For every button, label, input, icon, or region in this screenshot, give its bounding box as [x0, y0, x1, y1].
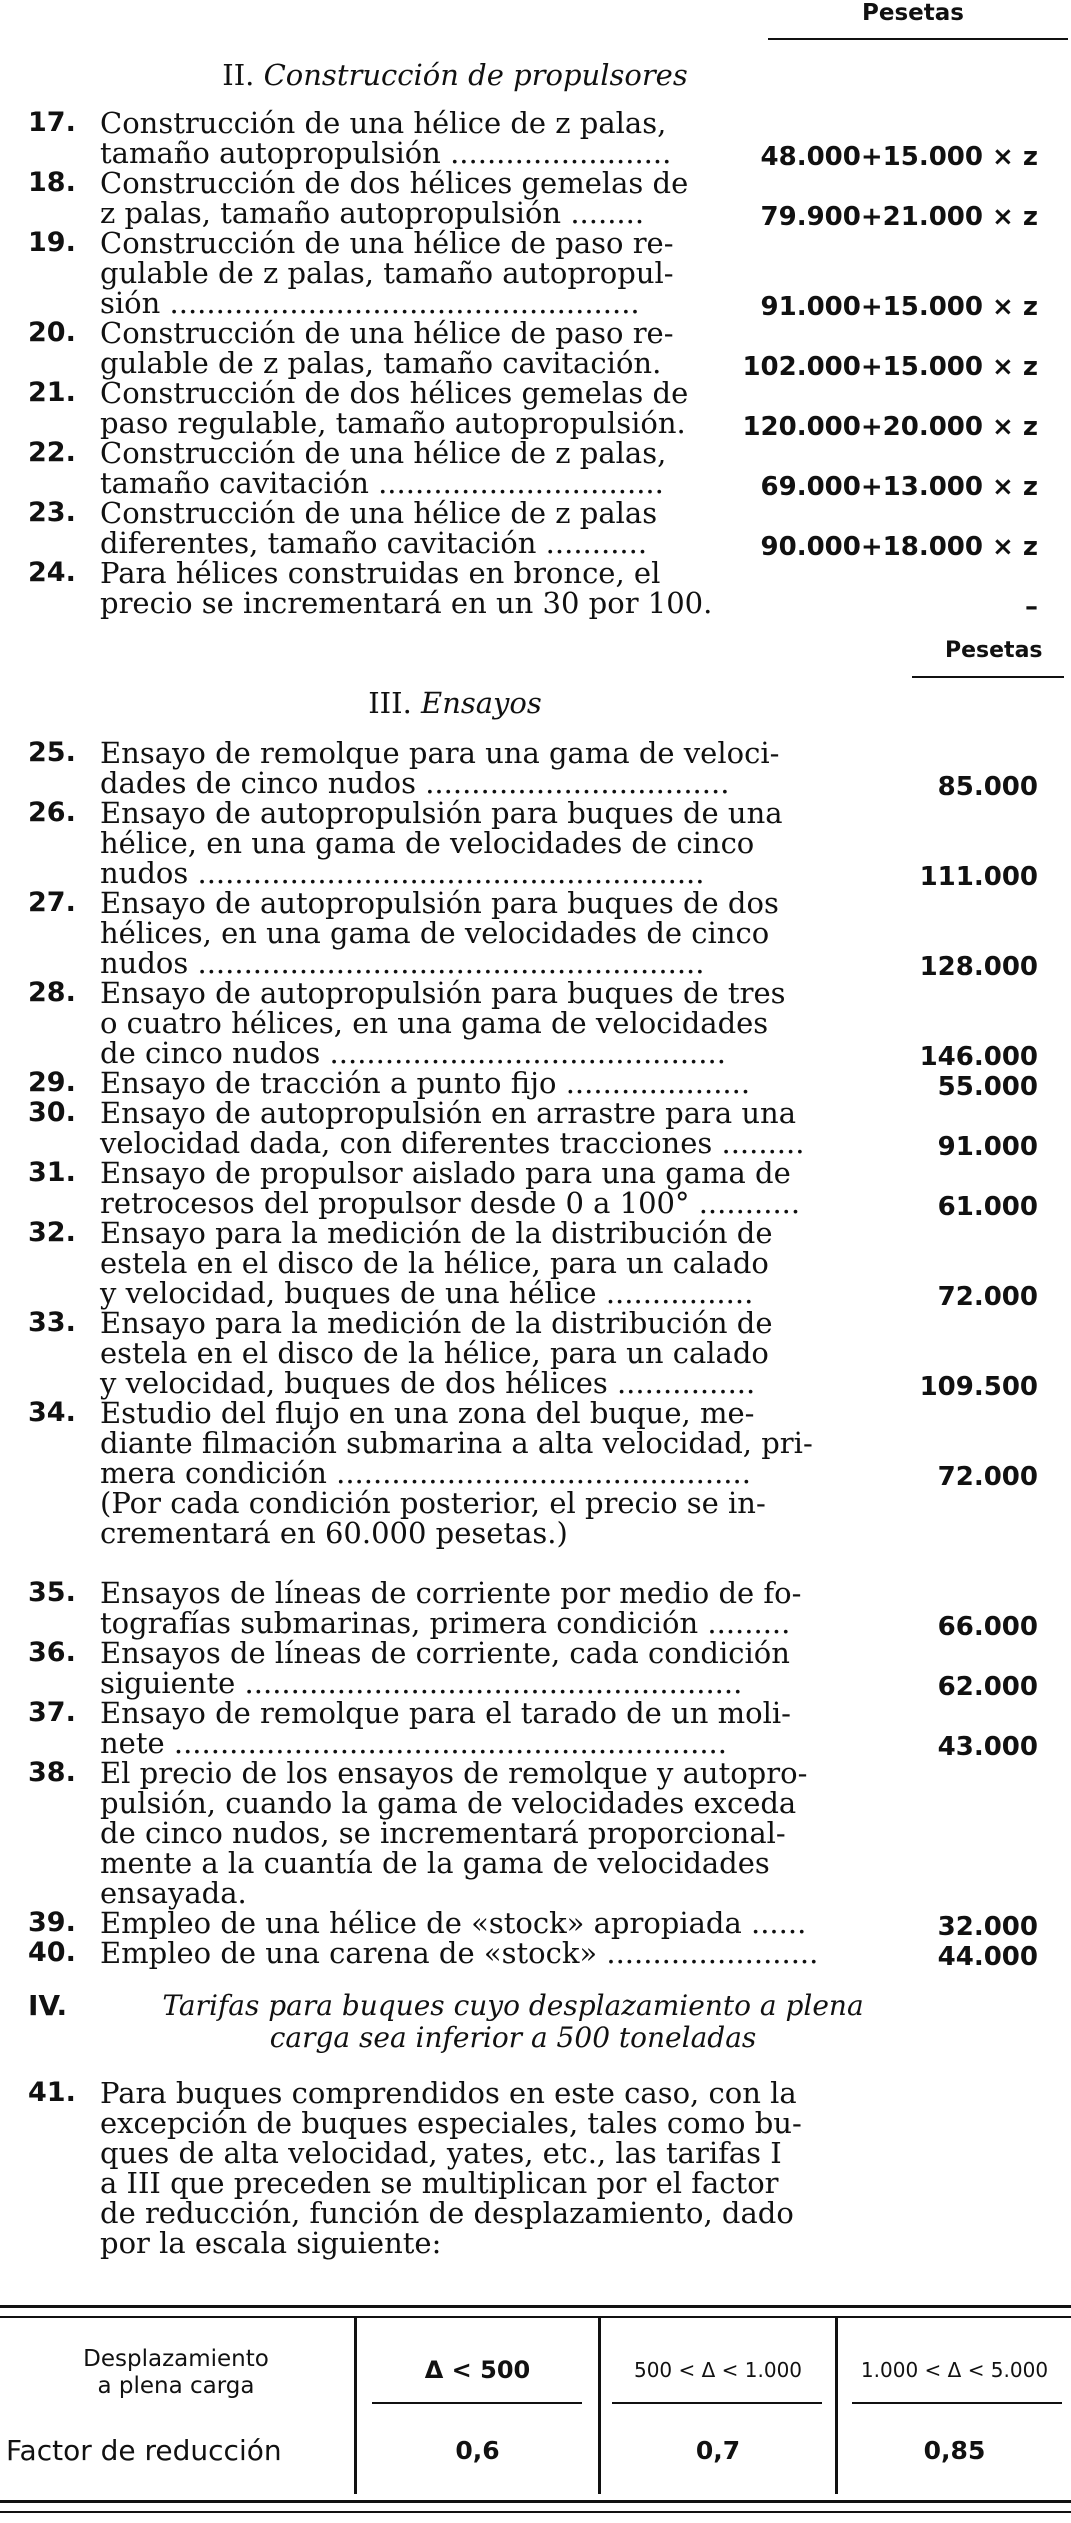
label-line: Desplazamiento: [83, 2346, 269, 2372]
item-text-line: mente a la cuantía de la gama de velocidades: [100, 1846, 770, 1880]
item-text-line: o cuatro hélices, en una gama de velocidades: [100, 1006, 769, 1040]
range-header: 500 < Δ < 1.000: [633, 2358, 803, 2382]
item-price: 66.000: [937, 1612, 1038, 1642]
item-text-line: Empleo de una carena de «stock» .......................: [100, 1936, 819, 1970]
item-price: 111.000: [919, 862, 1038, 892]
list-item: [28, 166, 1038, 232]
item-text-line: estela en el disco de la hélice, para un calado: [100, 1336, 769, 1370]
item-text-line: Para hélices construidas en bronce, el: [100, 556, 661, 590]
item-price: 79.900+21.000 × z: [760, 202, 1038, 232]
item-text-line: hélice, en una gama de velocidades de cinco: [100, 826, 755, 860]
item-text-line: siguiente ......................................................: [100, 1666, 743, 1700]
list-item: [28, 316, 1038, 382]
list-item: [28, 1696, 1038, 1762]
column-header-rule: [768, 38, 1068, 40]
item-text-line: Construcción de dos hélices gemelas de: [100, 166, 689, 200]
item-price: 69.000+13.000 × z: [760, 472, 1038, 502]
list-item: [28, 556, 1038, 622]
item-text-line: Ensayo de autopropulsión en arrastre para una: [100, 1096, 797, 1130]
item-number: 39.: [28, 1907, 76, 1938]
item-price: 72.000: [937, 1462, 1038, 1492]
item-price: 44.000: [937, 1942, 1038, 1972]
item-number: 37.: [28, 1697, 76, 1728]
item-text-line: Ensayo de autopropulsión para buques de tres: [100, 976, 786, 1010]
section-number: IV.: [28, 1989, 68, 2022]
table-top-rule: [0, 2305, 1071, 2318]
item-text-line: Construcción de una hélice de z palas: [100, 496, 658, 530]
section-iii-heading: [0, 686, 910, 720]
item-text-line: ensayada.: [100, 1876, 247, 1910]
list-item: [28, 1758, 1038, 1908]
item-text-line: Ensayo para la medición de la distribución de: [100, 1306, 773, 1340]
item-text-line: Construcción de una hélice de paso re-: [100, 226, 674, 260]
item-price: 120.000+20.000 × z: [742, 412, 1038, 442]
item-text-line: diante filmación submarina a alta velocidad, pri-: [100, 1426, 813, 1460]
list-item: [28, 436, 1038, 502]
list-item: [28, 1156, 1038, 1222]
list-item: [28, 976, 1038, 1072]
section-title-line: carga sea inferior a 500 toneladas: [269, 2021, 757, 2054]
list-item: [28, 376, 1038, 442]
item-text-line: Construcción de una hélice de paso re-: [100, 316, 674, 350]
item-number: 22.: [28, 437, 76, 468]
item-text-line: de cinco nudos ...........................................: [100, 1036, 726, 1070]
item-text-line: y velocidad, buques de dos hélices ...............: [100, 1366, 756, 1400]
item-number: 21.: [28, 377, 76, 408]
list-item: [28, 496, 1038, 562]
item-text-line: Construcción de una hélice de z palas,: [100, 106, 667, 140]
header-underline: [852, 2402, 1062, 2404]
item-text-line: Ensayos de líneas de corriente, cada condición: [100, 1636, 790, 1670]
list-item: [28, 796, 1038, 892]
item-number: 35.: [28, 1577, 76, 1608]
item-text-line: tografías submarinas, primera condición .........: [100, 1606, 791, 1640]
item-price: 62.000: [937, 1672, 1038, 1702]
item-number: 33.: [28, 1307, 76, 1338]
item-text-line: mera condición .............................................: [100, 1456, 751, 1490]
item-text-line: excepción de buques especiales, tales como bu-: [100, 2106, 802, 2140]
item-text-line: Ensayo de propulsor aislado para una gama de: [100, 1156, 791, 1190]
item-text-line: velocidad dada, con diferentes tracciones .........: [100, 1126, 805, 1160]
item-text-line: precio se incrementará en un 30 por 100.: [100, 586, 713, 620]
list-item: [28, 1096, 1038, 1162]
item-number: 27.: [28, 887, 76, 918]
item-text-line: por la escala siguiente:: [100, 2226, 442, 2260]
item-number: 19.: [28, 227, 76, 258]
item-number: 24.: [28, 557, 76, 588]
range-header: Δ < 500: [424, 2356, 531, 2384]
item-number: 23.: [28, 497, 76, 528]
item-price: 85.000: [937, 772, 1038, 802]
list-item: [28, 1066, 1038, 1102]
item-text-line: Estudio del flujo en una zona del buque, me-: [100, 1396, 755, 1430]
list-item: [28, 226, 1038, 322]
item-text-line: nudos .......................................................: [100, 856, 705, 890]
item-text-line: Ensayo de tracción a punto fijo ....................: [100, 1066, 751, 1100]
item-text-line: (Por cada condición posterior, el precio se in-: [100, 1486, 766, 1520]
item-number: 40.: [28, 1937, 76, 1968]
item-number: 41.: [28, 2077, 76, 2108]
header-underline: [612, 2402, 822, 2404]
column-header-rule-2: [912, 676, 1064, 678]
item-price: 109.500: [919, 1372, 1038, 1402]
table-bottom-rule: [0, 2500, 1071, 2513]
item-text-line: ques de alta velocidad, yates, etc., las tarifas I: [100, 2136, 782, 2170]
column-header-pesetas: Pesetas: [862, 0, 964, 26]
item-price: 91.000: [937, 1132, 1038, 1162]
item-text-line: dades de cinco nudos .................................: [100, 766, 730, 800]
table-divider: [354, 2316, 357, 2494]
item-text-line: Construcción de dos hélices gemelas de: [100, 376, 689, 410]
displacement-label: [0, 2346, 352, 2400]
item-text-line: sión ...................................................: [100, 286, 640, 320]
section-title: Construcción de propulsores: [263, 58, 688, 92]
list-item: [28, 1216, 1038, 1312]
item-text-line: hélices, en una gama de velocidades de cinco: [100, 916, 770, 950]
section-ii-heading: [0, 58, 910, 92]
item-text-line: estela en el disco de la hélice, para un calado: [100, 1246, 769, 1280]
list-item: [28, 1636, 1038, 1702]
item-text-line: Construcción de una hélice de z palas,: [100, 436, 667, 470]
list-item: [28, 1936, 1038, 1972]
item-number: 17.: [28, 107, 76, 138]
item-number: 34.: [28, 1397, 76, 1428]
item-text-line: gulable de z palas, tamaño autopropul-: [100, 256, 674, 290]
item-price: 128.000: [919, 952, 1038, 982]
item-text-line: Empleo de una hélice de «stock» apropiada ......: [100, 1906, 807, 1940]
item-text-line: Ensayo de autopropulsión para buques de dos: [100, 886, 779, 920]
item-number: 25.: [28, 737, 76, 768]
item-number: 28.: [28, 977, 76, 1008]
item-price: 146.000: [919, 1042, 1038, 1072]
table-divider: [598, 2316, 601, 2494]
item-text-line: Ensayo de remolque para el tarado de un moli-: [100, 1696, 791, 1730]
factor-value: 0,85: [923, 2436, 986, 2465]
section-number: III.: [368, 686, 412, 720]
section-iv-heading: [28, 1990, 1038, 2060]
item-text-line: tamaño autopropulsión ........................: [100, 136, 672, 170]
item-text-line: tamaño cavitación ...............................: [100, 466, 664, 500]
header-underline: [372, 2402, 582, 2404]
section-number: II.: [222, 58, 255, 92]
item-text-line: Ensayo para la medición de la distribución de: [100, 1216, 773, 1250]
item-number: 29.: [28, 1067, 76, 1098]
item-text-line: de cinco nudos, se incrementará proporcional-: [100, 1816, 786, 1850]
factor-value: 0,6: [455, 2436, 500, 2465]
item-text-line: Ensayo de autopropulsión para buques de una: [100, 796, 783, 830]
item-number: 20.: [28, 317, 76, 348]
item-number: 36.: [28, 1637, 76, 1668]
item-price: 48.000+15.000 × z: [760, 142, 1038, 172]
item-price: 102.000+15.000 × z: [742, 352, 1038, 382]
item-number: 26.: [28, 797, 76, 828]
section-title: Ensayos: [421, 686, 542, 720]
item-text-line: retrocesos del propulsor desde 0 a 100° ...........: [100, 1186, 801, 1220]
item-text-line: de reducción, función de desplazamiento, dado: [100, 2196, 794, 2230]
list-item: [28, 1398, 1038, 1548]
list-item: [28, 1576, 1038, 1642]
item-text-line: Ensayos de líneas de corriente por medio de fo-: [100, 1576, 802, 1610]
list-item: [28, 106, 1038, 172]
item-price: 90.000+18.000 × z: [760, 532, 1038, 562]
item-price: –: [1025, 592, 1038, 622]
item-price: 43.000: [937, 1732, 1038, 1762]
list-item: [28, 886, 1038, 982]
item-text-line: nudos .......................................................: [100, 946, 705, 980]
item-text-line: y velocidad, buques de una hélice ................: [100, 1276, 754, 1310]
range-header: 1.000 < Δ < 5.000: [860, 2358, 1049, 2382]
table-divider: [835, 2316, 838, 2494]
item-text-line: a III que preceden se multiplican por el factor: [100, 2166, 779, 2200]
item-number: 18.: [28, 167, 76, 198]
item-text-line: nete ............................................................: [100, 1726, 727, 1760]
item-text-line: gulable de z palas, tamaño cavitación.: [100, 346, 662, 380]
column-header-pesetas-2: Pesetas: [945, 638, 1043, 663]
item-text-line: paso regulable, tamaño autopropulsión.: [100, 406, 686, 440]
list-item: [28, 1906, 1038, 1942]
item-price: 72.000: [937, 1282, 1038, 1312]
item-text-line: Para buques comprendidos en este caso, con la: [100, 2076, 797, 2110]
list-item: [28, 736, 1038, 802]
item-price: 91.000+15.000 × z: [760, 292, 1038, 322]
item-text-line: crementará en 60.000 pesetas.): [100, 1516, 568, 1550]
factor-value: 0,7: [695, 2436, 741, 2465]
item-number: 32.: [28, 1217, 76, 1248]
item-number: 30.: [28, 1097, 76, 1128]
list-item: [28, 1306, 1038, 1402]
section-title-line: Tarifas para buques cuyo desplazamiento a plena: [162, 1989, 864, 2022]
item-number: 38.: [28, 1757, 76, 1788]
item-text-line: El precio de los ensayos de remolque y autopro-: [100, 1756, 808, 1790]
item-text-line: pulsión, cuando la gama de velocidades exceda: [100, 1786, 797, 1820]
reduction-factor-label: Factor de reducción: [6, 2434, 282, 2467]
label-line: a plena carga: [97, 2373, 255, 2399]
item-text-line: z palas, tamaño autopropulsión ........: [100, 196, 645, 230]
item-price: 32.000: [937, 1912, 1038, 1942]
item-text-line: Ensayo de remolque para una gama de veloci-: [100, 736, 780, 770]
item-price: 61.000: [937, 1192, 1038, 1222]
item-price: 55.000: [937, 1072, 1038, 1102]
item-text-line: diferentes, tamaño cavitación ...........: [100, 526, 648, 560]
item-number: 31.: [28, 1157, 76, 1188]
